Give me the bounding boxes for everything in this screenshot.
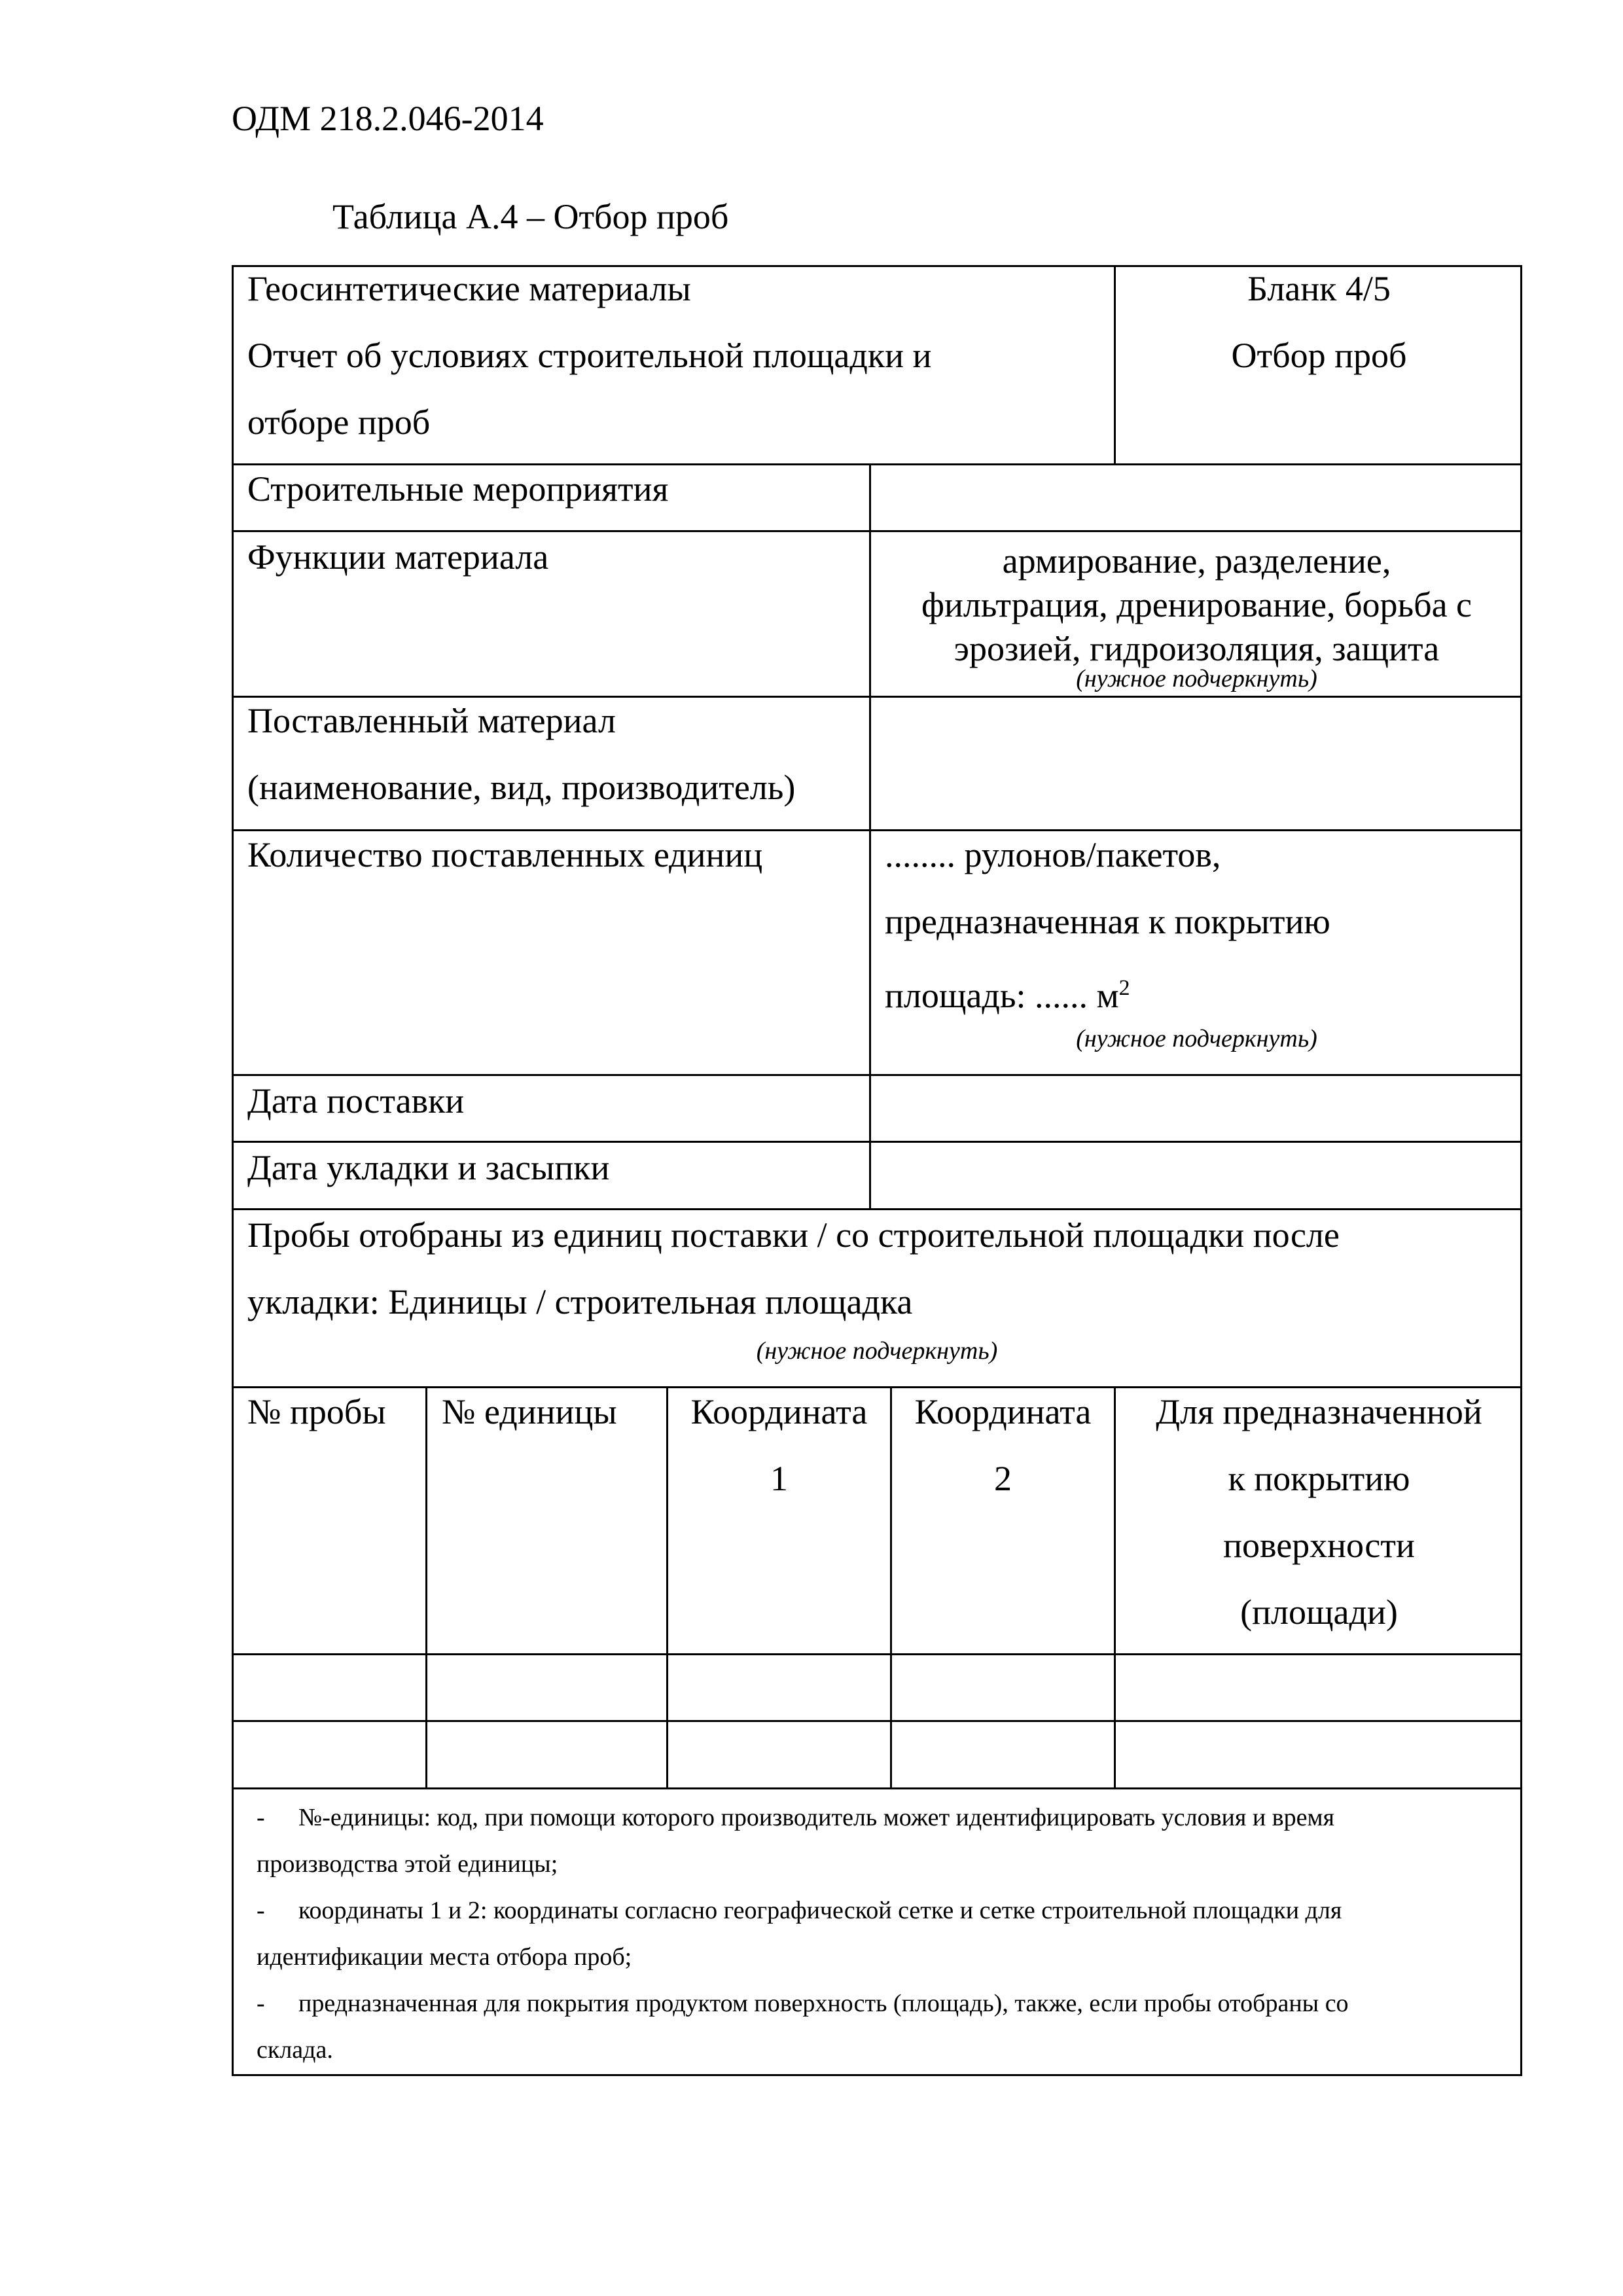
supplied-material-label [247, 687, 795, 821]
quantity-line [885, 955, 1513, 1029]
note-line [257, 1981, 1510, 2027]
note-dash: - [257, 1804, 265, 1831]
material-functions-value [871, 539, 1522, 671]
coverage-area-line: Для предназначенной [1156, 1392, 1482, 1431]
coverage-area-line: (площади) [1240, 1592, 1398, 1632]
notes-section [257, 1795, 1510, 2073]
samples-line: укладки: Единицы / строительная площадка [247, 1282, 913, 1321]
coverage-area-line: поверхности [1223, 1526, 1415, 1565]
note-text: координаты 1 и 2: координаты согласно географической сетке и сетке строительной площадки для [298, 1897, 1342, 1924]
header-title-line: Геосинтетические материалы [247, 269, 691, 308]
header-title-line: отборе проб [247, 403, 431, 442]
table-caption: Таблица А.4 – Отбор проб [332, 197, 729, 236]
note-dash: - [257, 1990, 265, 2017]
document-code: ОДМ 218.2.046-2014 [232, 99, 544, 138]
coordinate-1-line: Координата [690, 1392, 868, 1431]
note-dash: - [257, 1897, 265, 1924]
form-number [1116, 255, 1522, 389]
note-line [257, 1795, 1510, 1841]
underline-hint: (нужное подчеркнуть) [1076, 1025, 1317, 1052]
col-header-sample-no: № пробы [247, 1392, 386, 1431]
form-number-line: Отбор проб [1231, 336, 1407, 375]
note-line: склада. [257, 2036, 333, 2064]
construction-measures-label: Строительные мероприятия [247, 469, 669, 509]
col-header-coordinate-2 [892, 1378, 1114, 1512]
samples-line: Пробы отобраны из единиц поставки / со строительной площадки после [247, 1215, 1340, 1255]
material-functions-label: Функции материала [247, 537, 549, 577]
functions-line: фильтрация, дренирование, борьба с [921, 585, 1472, 624]
col-header-coordinate-1 [668, 1378, 890, 1512]
form-number-line: Бланк 4/5 [1247, 269, 1391, 308]
coordinate-2-line: Координата [914, 1392, 1092, 1431]
header-title [247, 255, 1105, 456]
supplied-material-line: (наименование, вид, производитель) [247, 768, 796, 807]
delivery-date-label: Дата поставки [247, 1081, 465, 1121]
note-text: предназначенная для покрытия продуктом поверхность (площадь), также, если пробы отобраны со [298, 1990, 1349, 2017]
quantity-area: площадь: ...... м [885, 976, 1119, 1015]
quantity-label: Количество поставленных единиц [247, 835, 763, 874]
note-line [257, 1888, 1510, 1934]
laying-date-label: Дата укладки и засыпки [247, 1148, 610, 1187]
note-line: производства этой единицы; [257, 1850, 558, 1878]
coverage-area-line: к покрытию [1228, 1459, 1410, 1498]
note-text: №-единицы: код, при помощи которого производитель может идентифицировать условия и время [298, 1804, 1335, 1831]
coordinate-1-line: 1 [770, 1459, 788, 1498]
square-superscript: 2 [1118, 976, 1130, 1000]
col-divider [425, 1386, 427, 1789]
supplied-material-line: Поставленный материал [247, 701, 616, 740]
samples-source [247, 1202, 1510, 1335]
note-line: идентификации места отбора проб; [257, 1943, 632, 1971]
underline-hint: (нужное подчеркнуть) [756, 1337, 998, 1365]
col-header-coverage-area [1116, 1378, 1522, 1645]
functions-line: армирование, разделение, [1002, 541, 1391, 581]
quantity-line: ........ рулонов/пакетов, [885, 835, 1221, 874]
quantity-value [885, 821, 1513, 1029]
quantity-line: предназначенная к покрытию [885, 902, 1330, 941]
underline-hint: (нужное подчеркнуть) [1076, 665, 1317, 692]
functions-line: эрозией, гидроизоляция, защита [954, 629, 1440, 668]
col-header-unit-no: № единицы [442, 1392, 617, 1431]
coordinate-2-line: 2 [994, 1459, 1012, 1498]
header-title-line: Отчет об условиях строительной площадки и [247, 336, 932, 375]
